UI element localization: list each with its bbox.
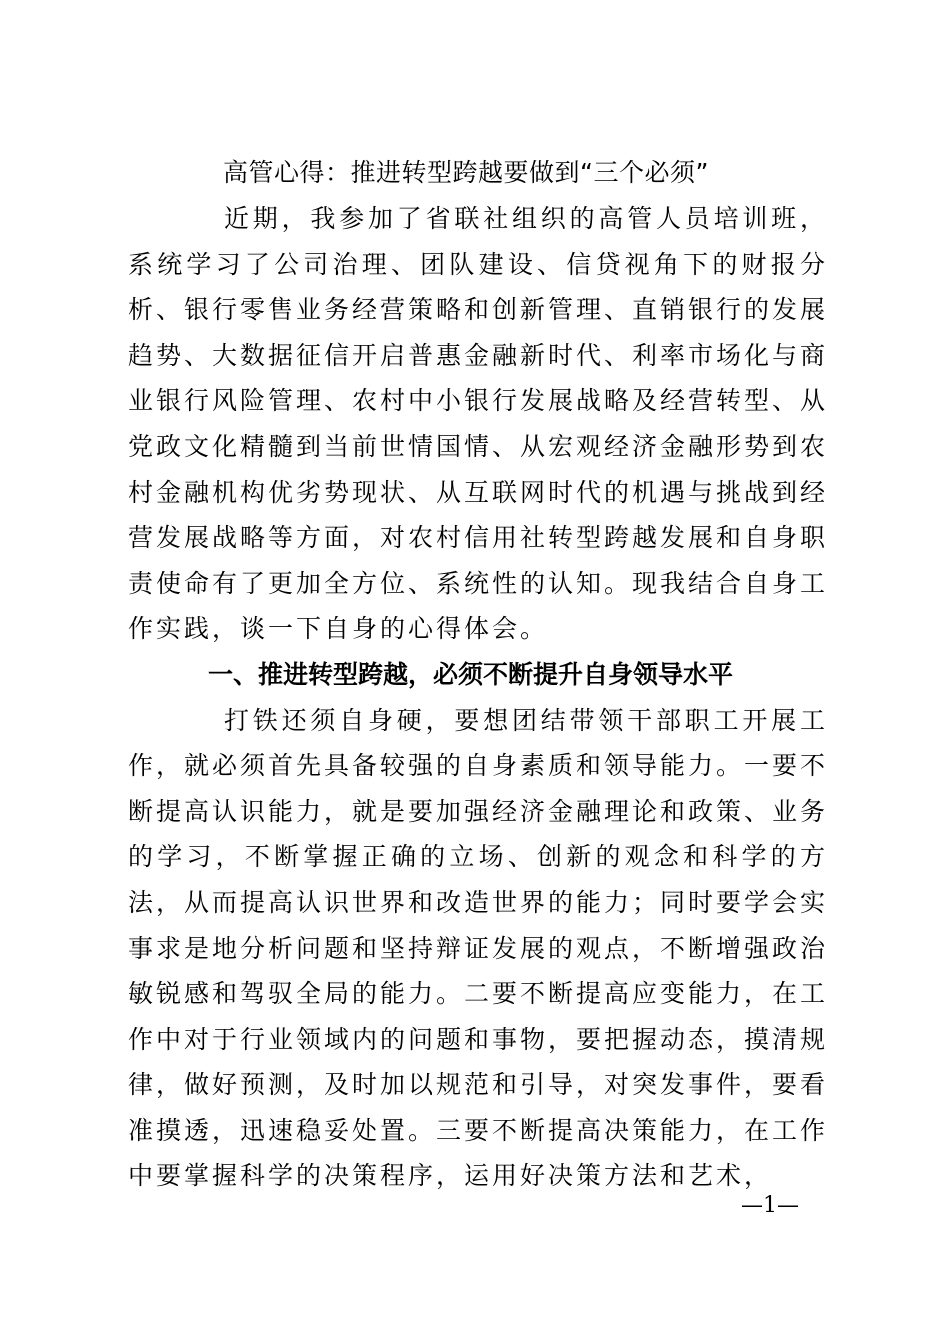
- page-number: —1—: [741, 1193, 799, 1218]
- intro-paragraph: 近期，我参加了省联社组织的高管人员培训班，系统学习了公司治理、团队建设、信贷视角下的财报分析、银行零售业务经营策略和创新管理、直销银行的发展趋势、大数据征信开启普惠金融新时代、利率市场化与商业银行风险管理、农村中小银行发展战略及经营转型、从党政文化精髓到当前世情国情、从宏观经济金融形势到农村金融机构优劣势现状、从互联网时代的机遇与挑战到经营发展战略等方面，对农村信用社转型跨越发展和自身职责使命有了更加全方位、系统性的认知。现我结合自身工作实践，谈一下自身的心得体会。: [128, 204, 829, 644]
- document-title: 高管心得：推进转型跨越要做到“三个必须”: [223, 158, 709, 187]
- document-body: [128, 150, 828, 1199]
- section-heading: 一、推进转型跨越，必须不断提升自身领导水平: [208, 659, 734, 689]
- section-paragraph: 打铁还须自身硬，要想团结带领干部职工开展工作，就必须首先具备较强的自身素质和领导能力。一要不断提高认识能力，就是要加强经济金融理论和政策、业务的学习，不断掌握正确的立场、创新的观念和科学的方法，从而提高认识世界和改造世界的能力；同时要学会实事求是地分析问题和坚持辩证发展的观点，不断增强政治敏锐感和驾驭全局的能力。二要不断提高应变能力，在工作中对于行业领域内的问题和事物，要把握动态，摸清规律，做好预测，及时加以规范和引导，对突发事件，要看准摸透，迅速稳妥处置。三要不断提高决策能力，在工作中要掌握科学的决策程序，运用好决策方法和艺术，: [128, 705, 829, 1191]
